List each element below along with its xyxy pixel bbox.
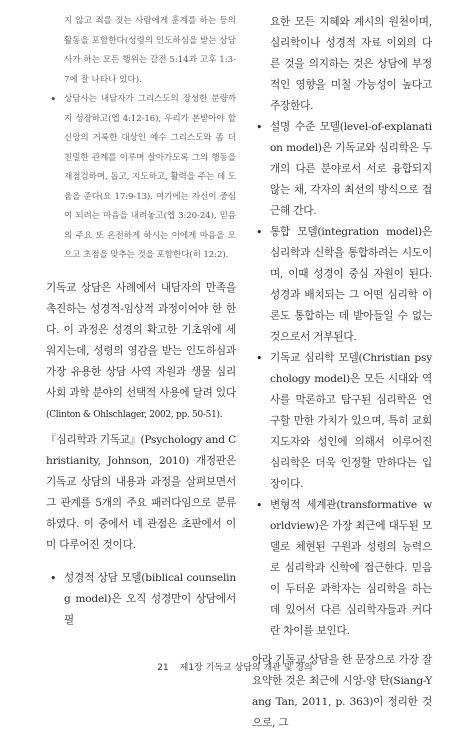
bullet-dot-icon: •	[50, 93, 57, 106]
bullet-dot-icon: •	[256, 121, 263, 134]
right-column	[252, 12, 432, 734]
continued-bullet-text: 지 않고 죄를 짓는 사람에게 훈계를 하는 등의 활동을 포함한다(성령의 인도하심을 받는 상담사가 하는 모든 행위는 갈전 5:14과 고후 1:3-7에 잘 나타나 있다).	[64, 16, 237, 85]
list-item	[46, 568, 236, 631]
list-item-text: 상담사는 내담자가 그리스도의 장성한 분량까지 성장하고(엡 4:12-16), 우리가 본받아야 할 신앙의 거룩한 대상인 예수 그리스도와 좀 더 친밀한 관계를 이루며 살아가도록 그의 행동을 재점검하며, 돕고, 지도하고, 활력을 주는 데 도움을 준다(요 17:9-13). 여기에는 자신이 중심이 되려는 마음을 내려놓고(엡 3:20-24), 믿음의 주요 또 온전하게 하시는 이에게 마음을 모으고 초점을 맞추는 것을 포함한다(히 12:2).	[64, 94, 236, 260]
bullet-dot-icon: •	[256, 226, 263, 239]
page-number: 21	[157, 663, 169, 673]
list-item	[252, 117, 432, 222]
left-column	[46, 12, 236, 631]
list-item-text: 통합 모델(integration model)은 심리학과 신학을 통합하려는 시도이며, 이때 성경이 중심 자원이 된다. 성경과 배치되는 그 어떤 심리학 이론도 통합하는 데 받아들일 수 없는 것으로서 거부된다.	[270, 226, 432, 343]
list-item-text: 설명 수준 모델(level-of-explanation model)은 기독교와 심리학은 두 개의 다른 분야로서 서로 융합되지 않는 채, 각자의 최선의 방식으로 접근해 간다.	[270, 121, 432, 217]
list-item	[252, 222, 432, 348]
bullet-dot-icon: •	[256, 352, 263, 365]
list-item	[252, 495, 432, 642]
citation: (Clinton & Ohlschlager, 2002, pp. 50-51).	[46, 409, 223, 420]
continued-bullet-text: 요한 모든 지혜와 계시의 원천이며, 심리학이나 성경적 자료 이외의 다른 것을 의지하는 것은 상담에 부정적인 영향을 미칠 가능성이 높다고 주장한다.	[270, 16, 432, 112]
running-footer-title: 제1장 기독교 상담의 개관 및 경의	[179, 663, 313, 673]
paragraph	[46, 278, 236, 426]
paragraph: 『심리학과 기독교』(Psychology and Christianity, Johnson, 2010) 개정판은 기독교 상담의 내용과 과정을 살펴보면서 그 관계를 5개의 주요 패러다임으로 분류하였다. 이 중에서 네 관점은 초판에서 이미 다루어진 것이다.	[46, 433, 236, 551]
paragraph: 아라 기독교 상담을 한 문장으로 가장 잘 요약한 것은 최근에 시앙-양 탄(Siang-Yang Tan, 2011, p. 363)이 정리한 것으로, 그	[252, 654, 432, 729]
list-item-text: 성경적 상담 모델(biblical counseling model)은 오직 성경만이 상담에서 필	[64, 571, 236, 626]
list-item	[252, 348, 432, 495]
list-item	[46, 90, 236, 266]
list-item-text: 기독교 심리학 모델(Christian psychology model)은 모든 시대와 역사를 막론하고 탐구된 심리학은 연구할 만한 가치가 있으며, 특히 교회 지도자와 성인에 의해서 이루어진 심리학은 더욱 인정할 만하다는 입장이다.	[270, 352, 432, 490]
bullet-dot-icon: •	[256, 499, 263, 512]
bullet-dot-icon: •	[50, 571, 57, 585]
list-item-text: 변형적 세계관(transformative worldview)은 가장 최근에 대두된 모델로 체현된 구원과 성령의 능력으로 심리학과 신학에 접근한다. 믿음이 두터운 과학자는 심리학을 하는 데 있어서 다른 심리학자들과 커다란 차이를 보인다.	[270, 499, 432, 637]
paragraph-text: 기독교 상담은 사례에서 내담자의 만족을 촉진하는 성경적-임상적 과정이어야 한 한다. 이 과정은 성경의 확고한 기초위에 세워지는데, 성령의 영감을 받는 인도하심과 가장 유용한 상담 사역 자원과 생물 심리 사회 과학 분야의 선택적 사용에 달려 있다	[46, 281, 236, 399]
page-footer	[0, 660, 470, 673]
